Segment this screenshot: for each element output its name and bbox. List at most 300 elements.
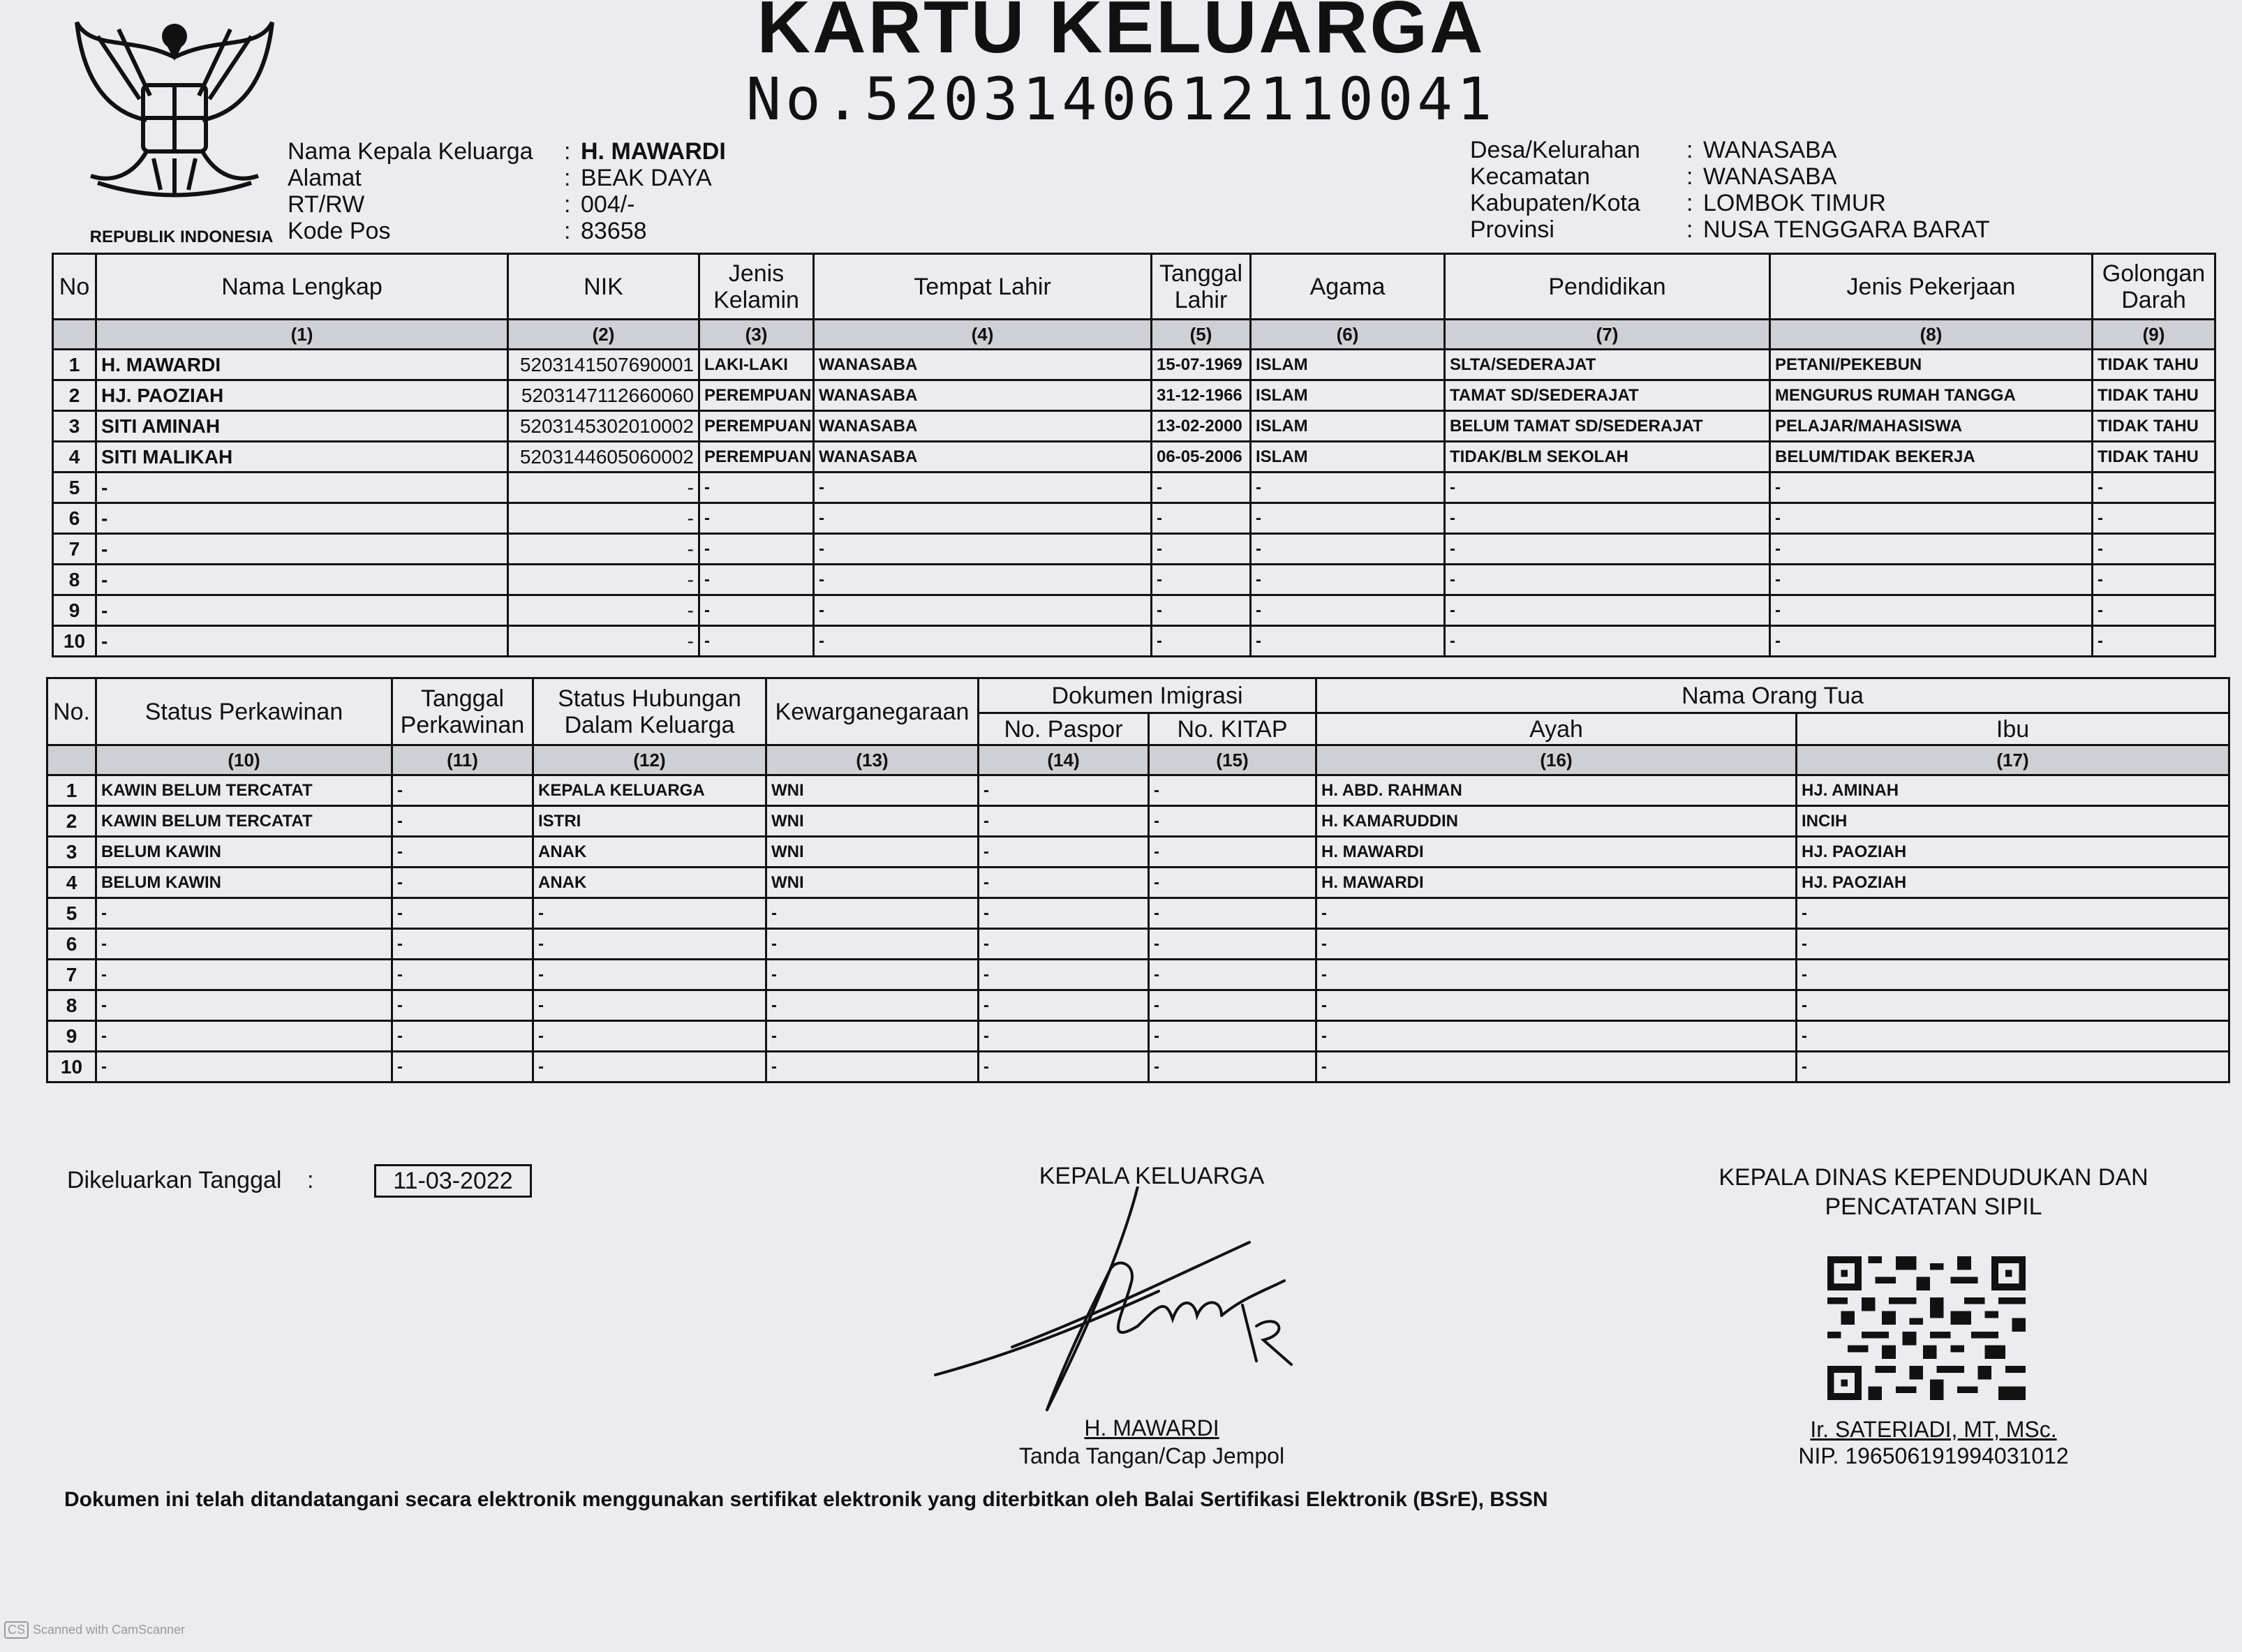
row-number: 3	[53, 411, 96, 442]
table-cell: -	[1152, 534, 1251, 565]
table-cell: INCIH	[1797, 806, 2229, 837]
column-number: (7)	[1445, 320, 1770, 350]
table-cell: PELAJAR/MAHASISWA	[1770, 411, 2093, 442]
column-number-row	[53, 320, 2215, 350]
table-cell: -	[392, 960, 533, 990]
table-cell: -	[979, 837, 1149, 868]
table-cell: -	[1251, 534, 1445, 565]
table-cell: -	[1149, 990, 1316, 1021]
table-cell: -	[1445, 472, 1770, 503]
header-label: Alamat	[288, 165, 362, 191]
table-cell: SITI AMINAH	[96, 411, 508, 442]
table-cell: -	[979, 990, 1149, 1021]
table-row	[53, 595, 2215, 626]
table-cell: WANASABA	[814, 411, 1152, 442]
table-cell: WANASABA	[814, 350, 1152, 380]
table-cell: -	[1149, 775, 1316, 806]
table-row	[47, 1021, 2229, 1052]
column-number: (16)	[1316, 745, 1797, 775]
table-cell: -	[96, 472, 508, 503]
row-number: 8	[47, 990, 96, 1021]
table-cell: -	[533, 990, 766, 1021]
signature-icon	[928, 1186, 1319, 1424]
table-cell: -	[1316, 960, 1797, 990]
official-name: Ir. SATERIADI, MT, MSc.	[1810, 1417, 2057, 1442]
table-cell: 13-02-2000	[1152, 411, 1251, 442]
table-cell: 5203141507690001	[508, 350, 699, 380]
table-cell: -	[1149, 1021, 1316, 1052]
row-number: 8	[53, 565, 96, 595]
table-row	[53, 350, 2215, 380]
table1-body	[53, 320, 2215, 657]
table-cell: ANAK	[533, 837, 766, 868]
column-number: (9)	[2093, 320, 2215, 350]
table-cell: -	[96, 626, 508, 657]
table-cell: LAKI-LAKI	[699, 350, 814, 380]
row-number: 10	[53, 626, 96, 657]
col-header: Tanggal Lahir	[1152, 254, 1251, 320]
col-header: No. KITAP	[1149, 713, 1316, 745]
table-cell: -	[766, 960, 979, 990]
table-cell: PEREMPUAN	[699, 380, 814, 411]
row-number: 10	[47, 1052, 96, 1082]
table-cell: -	[1445, 626, 1770, 657]
table-cell: 31-12-1966	[1152, 380, 1251, 411]
issued-date-colon: :	[307, 1167, 314, 1193]
table-cell: -	[1797, 1021, 2229, 1052]
table-cell: -	[979, 960, 1149, 990]
electronic-signature-note: Dokumen ini telah ditandatangani secara elektronik menggunakan sertifikat elektronik yang diterbitkan oleh Balai Sertifikasi Elektronik (BSrE), BSSN	[64, 1488, 1548, 1511]
table-row	[53, 442, 2215, 472]
table-cell: PETANI/PEKEBUN	[1770, 350, 2093, 380]
table-cell: -	[1770, 534, 2093, 565]
table-cell: -	[96, 1021, 392, 1052]
table-cell: H. MAWARDI	[96, 350, 508, 380]
column-number: (17)	[1797, 745, 2229, 775]
table-cell: PEREMPUAN	[699, 411, 814, 442]
table-cell: -	[1316, 990, 1797, 1021]
table-row	[47, 1052, 2229, 1082]
header-value: NUSA TENGGARA BARAT	[1703, 216, 1990, 243]
table-cell: TIDAK TAHU	[2093, 380, 2215, 411]
table-cell: TIDAK TAHU	[2093, 350, 2215, 380]
row-number: 6	[53, 503, 96, 534]
column-number: (11)	[392, 745, 533, 775]
table-cell: KAWIN BELUM TERCATAT	[96, 775, 392, 806]
column-number: (5)	[1152, 320, 1251, 350]
table-cell: -	[1251, 565, 1445, 595]
table-cell: -	[766, 1021, 979, 1052]
table-cell: -	[2093, 472, 2215, 503]
header-value: 004/-	[581, 191, 635, 218]
table-cell: TIDAK TAHU	[2093, 442, 2215, 472]
column-number: (13)	[766, 745, 979, 775]
table-cell: -	[1149, 806, 1316, 837]
table-cell: WNI	[766, 806, 979, 837]
header-colon: :	[1686, 163, 1693, 190]
table-cell: -	[392, 837, 533, 868]
table-cell: -	[814, 626, 1152, 657]
table-cell: WANASABA	[814, 442, 1152, 472]
header-colon: :	[1686, 137, 1693, 163]
table-cell: BELUM KAWIN	[96, 868, 392, 898]
table-cell: -	[96, 929, 392, 960]
column-number: (12)	[533, 745, 766, 775]
table-cell: H. ABD. RAHMAN	[1316, 775, 1797, 806]
table-cell: -	[1445, 565, 1770, 595]
table-cell: -	[1251, 503, 1445, 534]
table-cell: -	[1797, 960, 2229, 990]
table2-header-row-top	[47, 678, 2229, 713]
table1-header-row	[53, 254, 2215, 320]
table-cell: -	[96, 595, 508, 626]
table-cell: ISTRI	[533, 806, 766, 837]
table-cell: -	[1797, 1052, 2229, 1082]
table-cell: -	[979, 1052, 1149, 1082]
table-cell: ISLAM	[1251, 380, 1445, 411]
table-cell: -	[1152, 472, 1251, 503]
row-number: 2	[53, 380, 96, 411]
table-cell: -	[699, 472, 814, 503]
issued-date-label: Dikeluarkan Tanggal	[67, 1167, 282, 1193]
table-cell: -	[1251, 472, 1445, 503]
agency-head-title: KEPALA DINAS KEPENDUDUKAN DAN PENCATATAN SIPIL	[1718, 1164, 2148, 1220]
table-cell: ISLAM	[1251, 411, 1445, 442]
table-cell: -	[1149, 960, 1316, 990]
table-row	[47, 960, 2229, 990]
table-cell: -	[392, 806, 533, 837]
table-cell: -	[96, 990, 392, 1021]
col-header: No. Paspor	[979, 713, 1149, 745]
column-number: (2)	[508, 320, 699, 350]
header-colon: :	[564, 138, 571, 165]
table2-body	[47, 745, 2229, 1082]
table-row	[47, 929, 2229, 960]
table-cell: SITI MALIKAH	[96, 442, 508, 472]
table-row	[47, 837, 2229, 868]
row-number: 4	[53, 442, 96, 472]
table-cell: -	[814, 534, 1152, 565]
table-cell: -	[533, 929, 766, 960]
table-row	[47, 868, 2229, 898]
table-cell: -	[699, 565, 814, 595]
emblem-caption: REPUBLIK INDONESIA	[89, 228, 274, 246]
header-colon: :	[1686, 216, 1693, 243]
col-header: NIK	[508, 254, 699, 320]
table-cell: -	[533, 960, 766, 990]
header-value: LOMBOK TIMUR	[1703, 190, 1886, 216]
table-cell: -	[508, 626, 699, 657]
table-cell: -	[96, 898, 392, 929]
col-header: Pendidikan	[1445, 254, 1770, 320]
row-number: 9	[53, 595, 96, 626]
col-header: Dokumen Imigrasi	[979, 678, 1316, 713]
table-cell: -	[508, 503, 699, 534]
table-cell: -	[1445, 534, 1770, 565]
table-cell: -	[1152, 503, 1251, 534]
table-cell: -	[1149, 898, 1316, 929]
table-cell: -	[2093, 595, 2215, 626]
table-cell: -	[699, 534, 814, 565]
table-cell: -	[96, 534, 508, 565]
table-cell: -	[508, 565, 699, 595]
col-header: Ibu	[1797, 713, 2229, 745]
column-number	[53, 320, 96, 350]
table-cell: -	[392, 775, 533, 806]
column-number: (1)	[96, 320, 508, 350]
column-number: (4)	[814, 320, 1152, 350]
header-label: Desa/Kelurahan	[1470, 137, 1640, 163]
table-cell: -	[1149, 929, 1316, 960]
table-cell: HJ. PAOZIAH	[96, 380, 508, 411]
table-row	[47, 775, 2229, 806]
table-cell: 06-05-2006	[1152, 442, 1251, 472]
table-cell: -	[1316, 898, 1797, 929]
table-cell: -	[1445, 595, 1770, 626]
table-cell: -	[699, 626, 814, 657]
table-cell: -	[1316, 929, 1797, 960]
table-cell: H. MAWARDI	[1316, 837, 1797, 868]
family-status-table	[46, 677, 2230, 1083]
col-header: Agama	[1251, 254, 1445, 320]
table-cell: -	[392, 898, 533, 929]
table-cell: -	[392, 1052, 533, 1082]
table-cell: -	[2093, 503, 2215, 534]
table-cell: -	[1251, 626, 1445, 657]
scanner-watermark	[4, 1621, 189, 1639]
table-row	[47, 990, 2229, 1021]
table-cell: -	[1152, 595, 1251, 626]
table-row	[53, 565, 2215, 595]
header-value: WANASABA	[1703, 163, 1837, 190]
row-number: 5	[53, 472, 96, 503]
table-cell: -	[814, 595, 1152, 626]
header-label: Nama Kepala Keluarga	[288, 138, 533, 165]
table-cell: MENGURUS RUMAH TANGGA	[1770, 380, 2093, 411]
table-cell: -	[1770, 626, 2093, 657]
table-cell: -	[1770, 595, 2093, 626]
table-cell: WNI	[766, 775, 979, 806]
table-cell: -	[979, 1021, 1149, 1052]
table-cell: WANASABA	[814, 380, 1152, 411]
header-colon: :	[564, 191, 571, 218]
header-label: RT/RW	[288, 191, 365, 218]
table-cell: BELUM TAMAT SD/SEDERAJAT	[1445, 411, 1770, 442]
col-header: Status Hubungan Dalam Keluarga	[533, 678, 766, 745]
row-number: 7	[53, 534, 96, 565]
header-colon: :	[1686, 190, 1693, 216]
table-cell: -	[1770, 472, 2093, 503]
table-cell: HJ. AMINAH	[1797, 775, 2229, 806]
table-row	[53, 503, 2215, 534]
header-value: WANASABA	[1703, 137, 1837, 163]
table-cell: -	[1152, 565, 1251, 595]
table-cell: ISLAM	[1251, 350, 1445, 380]
table-cell: -	[96, 503, 508, 534]
table-cell: -	[533, 1021, 766, 1052]
header-label: Kecamatan	[1470, 163, 1590, 190]
row-number: 1	[47, 775, 96, 806]
table-cell: TIDAK TAHU	[2093, 411, 2215, 442]
table-cell: -	[392, 1021, 533, 1052]
table-cell: -	[1149, 837, 1316, 868]
table-cell: 15-07-1969	[1152, 350, 1251, 380]
family-members-table	[52, 253, 2216, 657]
table-cell: BELUM KAWIN	[96, 837, 392, 868]
header-label: Kode Pos	[288, 218, 391, 244]
row-number: 4	[47, 868, 96, 898]
table-cell: -	[766, 990, 979, 1021]
header-label: Provinsi	[1470, 216, 1554, 243]
header-value: H. MAWARDI	[581, 138, 726, 165]
document-title: KARTU KELUARGA	[757, 0, 1485, 68]
header-colon: :	[564, 165, 571, 191]
table-cell: -	[979, 929, 1149, 960]
col-header: No	[53, 254, 96, 320]
table-cell: PEREMPUAN	[699, 442, 814, 472]
row-number: 9	[47, 1021, 96, 1052]
scanner-badge: CS	[4, 1621, 29, 1639]
garuda-emblem-icon	[70, 8, 279, 218]
signature-caption: Tanda Tangan/Cap Jempol	[1018, 1443, 1285, 1468]
table-row	[47, 806, 2229, 837]
table-cell: -	[814, 472, 1152, 503]
table-cell: -	[1251, 595, 1445, 626]
table-cell: HJ. PAOZIAH	[1797, 868, 2229, 898]
table-cell: WNI	[766, 837, 979, 868]
table-cell: -	[96, 1052, 392, 1082]
header-value: 83658	[581, 218, 647, 244]
issued-date-value: 11-03-2022	[374, 1164, 532, 1198]
table-cell: TIDAK/BLM SEKOLAH	[1445, 442, 1770, 472]
column-number: (3)	[699, 320, 814, 350]
table-cell: -	[2093, 565, 2215, 595]
row-number: 5	[47, 898, 96, 929]
table-row	[53, 380, 2215, 411]
table-cell: 5203144605060002	[508, 442, 699, 472]
column-number-row	[47, 745, 2229, 775]
table-cell: -	[508, 595, 699, 626]
table-cell: -	[766, 1052, 979, 1082]
col-header: Kewarganegaraan	[766, 678, 979, 745]
table-cell: KEPALA KELUARGA	[533, 775, 766, 806]
table-cell: 5203145302010002	[508, 411, 699, 442]
row-number: 7	[47, 960, 96, 990]
table-cell: -	[508, 534, 699, 565]
table-cell: -	[814, 503, 1152, 534]
column-number	[47, 745, 96, 775]
row-number: 2	[47, 806, 96, 837]
column-number: (15)	[1149, 745, 1316, 775]
col-header: No.	[47, 678, 96, 745]
table-cell: -	[1316, 1052, 1797, 1082]
table-cell: -	[979, 775, 1149, 806]
col-header: Nama Orang Tua	[1316, 678, 2229, 713]
qr-code-icon	[1826, 1256, 2027, 1400]
table-cell: -	[1770, 503, 2093, 534]
table-cell: -	[766, 898, 979, 929]
table-cell: -	[533, 898, 766, 929]
official-nip: NIP. 196506191994031012	[1798, 1443, 2069, 1468]
table-cell: -	[1149, 1052, 1316, 1082]
column-number: (10)	[96, 745, 392, 775]
table-cell: -	[1797, 898, 2229, 929]
table-cell: -	[766, 929, 979, 960]
col-header: Ayah	[1316, 713, 1797, 745]
table-cell: -	[508, 472, 699, 503]
table-cell: -	[1152, 626, 1251, 657]
col-header: Jenis Kelamin	[699, 254, 814, 320]
column-number: (6)	[1251, 320, 1445, 350]
row-number: 3	[47, 837, 96, 868]
table-cell: -	[699, 503, 814, 534]
table-cell: -	[96, 960, 392, 990]
table-cell: ANAK	[533, 868, 766, 898]
table-cell: ISLAM	[1251, 442, 1445, 472]
table-cell: -	[392, 929, 533, 960]
table-cell: -	[96, 565, 508, 595]
table-cell: -	[392, 868, 533, 898]
table-cell: HJ. PAOZIAH	[1797, 837, 2229, 868]
table-cell: WNI	[766, 868, 979, 898]
table-cell: -	[392, 990, 533, 1021]
header-colon: :	[564, 218, 571, 244]
table-cell: H. KAMARUDDIN	[1316, 806, 1797, 837]
kk-number: No.5203140612110041	[745, 65, 1497, 133]
table-cell: -	[979, 868, 1149, 898]
table-cell: -	[2093, 626, 2215, 657]
col-header: Tanggal Perkawinan	[392, 678, 533, 745]
household-head-title: KEPALA KELUARGA	[1039, 1163, 1265, 1189]
col-header: Tempat Lahir	[814, 254, 1152, 320]
table-cell: KAWIN BELUM TERCATAT	[96, 806, 392, 837]
column-number: (8)	[1770, 320, 2093, 350]
header-value: BEAK DAYA	[581, 165, 712, 191]
table-row	[53, 411, 2215, 442]
table-cell: -	[2093, 534, 2215, 565]
table-cell: 5203147112660060	[508, 380, 699, 411]
table-cell: -	[1316, 1021, 1797, 1052]
row-number: 6	[47, 929, 96, 960]
table-cell: -	[1445, 503, 1770, 534]
col-header: Jenis Pekerjaan	[1770, 254, 2093, 320]
header-label: Kabupaten/Kota	[1470, 190, 1640, 216]
table-cell: SLTA/SEDERAJAT	[1445, 350, 1770, 380]
table-cell: -	[979, 898, 1149, 929]
household-head-name: H. MAWARDI	[1084, 1415, 1219, 1441]
table-cell: -	[533, 1052, 766, 1082]
table-cell: -	[1770, 565, 2093, 595]
table-row	[53, 534, 2215, 565]
table-row	[53, 626, 2215, 657]
col-header: Golongan Darah	[2093, 254, 2215, 320]
table-row	[47, 898, 2229, 929]
column-number: (14)	[979, 745, 1149, 775]
table-cell: -	[1149, 868, 1316, 898]
col-header: Nama Lengkap	[96, 254, 508, 320]
row-number: 1	[53, 350, 96, 380]
scanner-text: Scanned with CamScanner	[33, 1623, 186, 1637]
table-cell: H. MAWARDI	[1316, 868, 1797, 898]
table-cell: -	[699, 595, 814, 626]
col-header: Status Perkawinan	[96, 678, 392, 745]
table-cell: TAMAT SD/SEDERAJAT	[1445, 380, 1770, 411]
table-cell: -	[1797, 990, 2229, 1021]
table-cell: -	[979, 806, 1149, 837]
table-row	[53, 472, 2215, 503]
table-cell: -	[814, 565, 1152, 595]
table-cell: BELUM/TIDAK BEKERJA	[1770, 442, 2093, 472]
